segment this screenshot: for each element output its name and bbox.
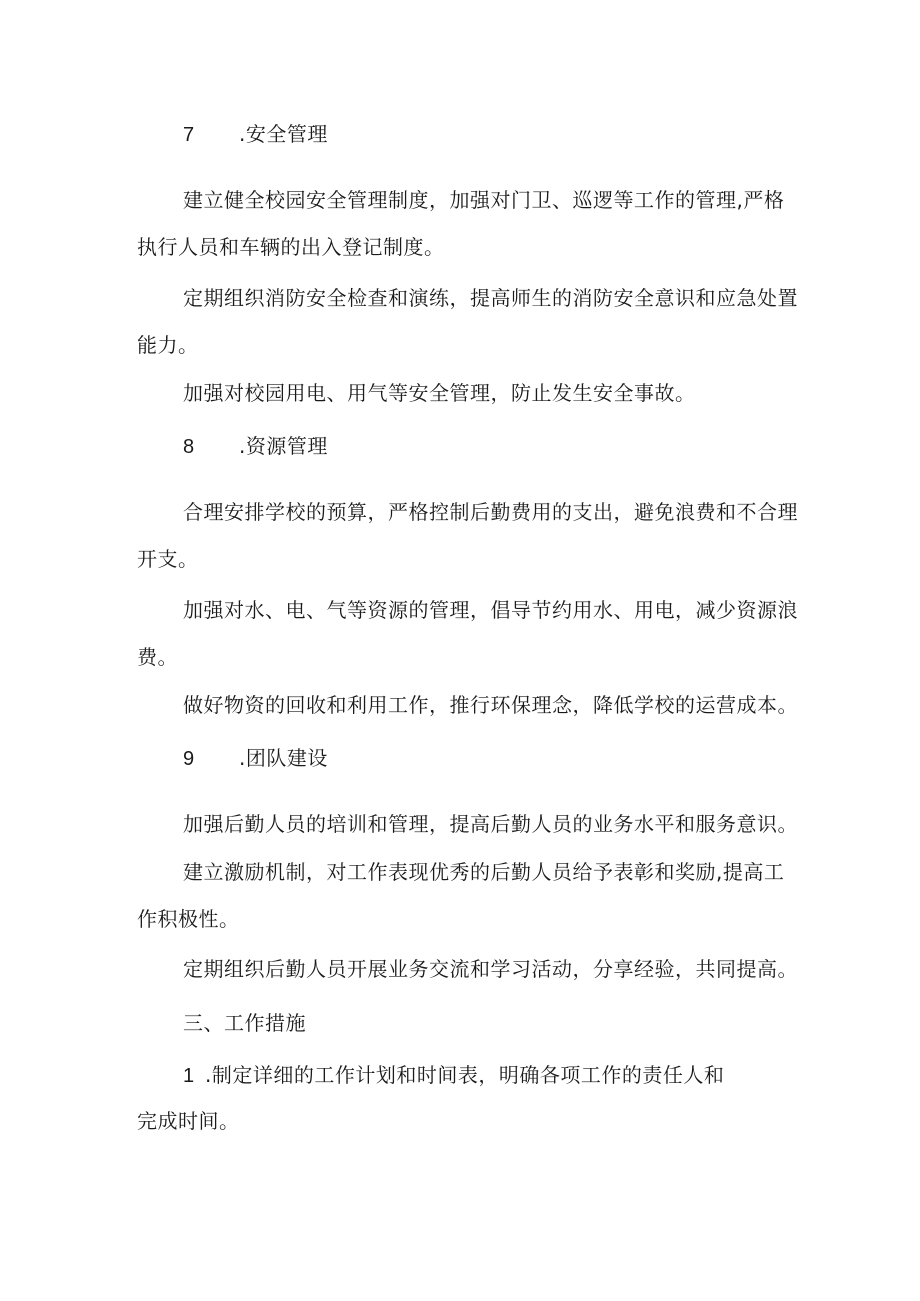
measure-text: .制定详细的工作计划和时间表，明确各项工作的责任人和 xyxy=(205,1063,725,1087)
paragraph-line: 作积极性。 xyxy=(137,907,240,931)
section-title: .资源管理 xyxy=(239,434,328,458)
paragraph-line: 加强后勤人员的培训和管理，提高后勤人员的业务水平和服务意识。 xyxy=(183,812,798,836)
measure-item-1 xyxy=(183,1063,724,1088)
section-7-heading xyxy=(183,122,328,147)
paragraph-line: 定期组织消防安全检查和演练，提高师生的消防安全意识和应急处置 xyxy=(183,286,798,310)
section-9-heading xyxy=(183,746,328,771)
paragraph-line: 执行人员和车辆的出入登记制度。 xyxy=(137,235,445,259)
section-8-heading xyxy=(183,434,328,459)
paragraph-line: 加强对水、电、气等资源的管理，倡导节约用水、用电，减少资源浪 xyxy=(183,598,798,622)
paragraph-line: 完成时间。 xyxy=(137,1109,240,1133)
section-number: 8 xyxy=(183,436,195,458)
section-title: .安全管理 xyxy=(239,122,328,146)
section-number: 7 xyxy=(183,124,195,146)
measure-number: 1 xyxy=(183,1065,195,1087)
paragraph-line: 做好物资的回收和利用工作，推行环保理念，降低学校的运营成本。 xyxy=(183,693,798,717)
part-3-heading: 三、工作措施 xyxy=(183,1011,306,1035)
paragraph-line: 定期组织后勤人员开展业务交流和学习活动，分享经验，共同提高。 xyxy=(183,957,798,981)
paragraph-line: 建立健全校园安全管理制度，加强对门卫、巡逻等工作的管理,严格 xyxy=(183,188,785,212)
section-title: .团队建设 xyxy=(239,746,328,770)
section-number: 9 xyxy=(183,748,195,770)
paragraph-line: 合理安排学校的预算，严格控制后勤费用的支出，避免浪费和不合理 xyxy=(183,500,798,524)
paragraph-line: 建立激励机制，对工作表现优秀的后勤人员给予表彰和奖励,提高工 xyxy=(183,860,785,884)
paragraph-line: 费。 xyxy=(137,645,178,669)
paragraph-line: 加强对校园用电、用气等安全管理，防止发生安全事故。 xyxy=(183,381,696,405)
paragraph-line: 开支。 xyxy=(137,547,199,571)
paragraph-line: 能力。 xyxy=(137,333,199,357)
